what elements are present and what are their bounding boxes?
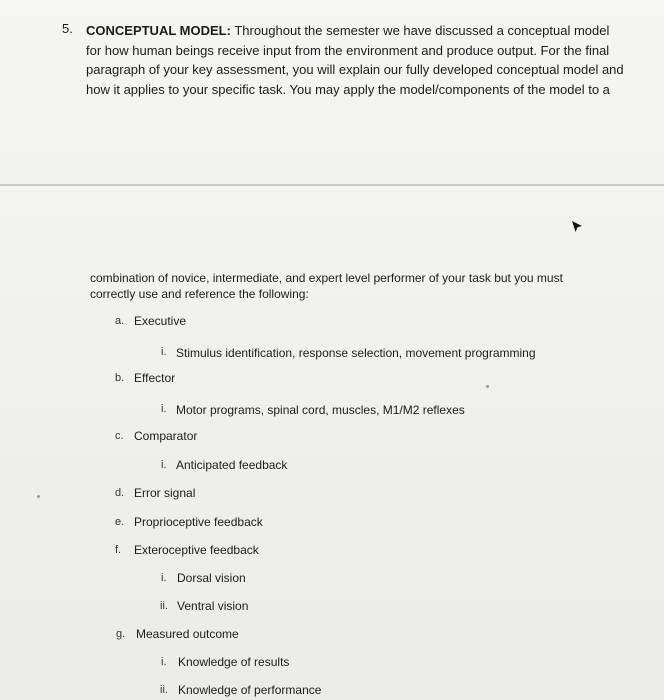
list-item-exteroceptive-feedback: Exteroceptive feedback [134, 543, 259, 557]
document-page-bottom [0, 186, 664, 700]
list-subitem: Stimulus identification, response selection, movement programming [176, 346, 536, 360]
list-marker: b. [115, 372, 125, 384]
page-speck [37, 495, 40, 498]
question-number: 5. [62, 21, 73, 36]
list-item-proprioceptive-feedback: Proprioceptive feedback [134, 515, 263, 529]
list-marker: g. [116, 628, 126, 640]
list-marker: i. [161, 403, 167, 415]
list-subitem: Ventral vision [177, 599, 249, 613]
list-marker: a. [115, 315, 125, 327]
list-marker: i. [161, 572, 167, 584]
list-marker: i. [161, 656, 167, 668]
list-item-effector: Effector [134, 371, 176, 385]
list-subitem: Knowledge of performance [178, 683, 322, 697]
list-subitem: Anticipated feedback [176, 458, 288, 472]
list-subitem: Dorsal vision [177, 571, 246, 585]
question-body: Throughout the semester we have discussed a conceptual model for how human beings receive input from the environment and produce output. For the final paragraph of your key assessment, you will explain our fully developed conceptual model and how it applies to your specific task. You may apply the model/components of the model to a [86, 23, 624, 97]
list-item-comparator: Comparator [134, 429, 198, 443]
list-item-executive: Executive [134, 314, 187, 328]
list-item-measured-outcome: Measured outcome [136, 627, 239, 641]
list-marker: i. [161, 346, 167, 358]
continuation-text: combination of novice, intermediate, and expert level performer of your task but you must correctly use and reference the following: [90, 271, 563, 301]
list-subitem: Knowledge of results [178, 655, 290, 669]
list-marker: i. [161, 459, 167, 471]
question-title: CONCEPTUAL MODEL: [86, 23, 231, 38]
page-speck [486, 385, 489, 388]
question-text [86, 21, 626, 99]
list-marker: ii. [160, 600, 168, 612]
list-item-error-signal: Error signal [134, 486, 196, 500]
list-marker: c. [115, 430, 124, 442]
list-marker: e. [115, 516, 125, 528]
list-marker: f. [115, 544, 122, 556]
list-marker: ii. [160, 684, 168, 696]
list-subitem: Motor programs, spinal cord, muscles, M1/M2 reflexes [176, 403, 465, 417]
list-marker: d. [115, 487, 125, 499]
